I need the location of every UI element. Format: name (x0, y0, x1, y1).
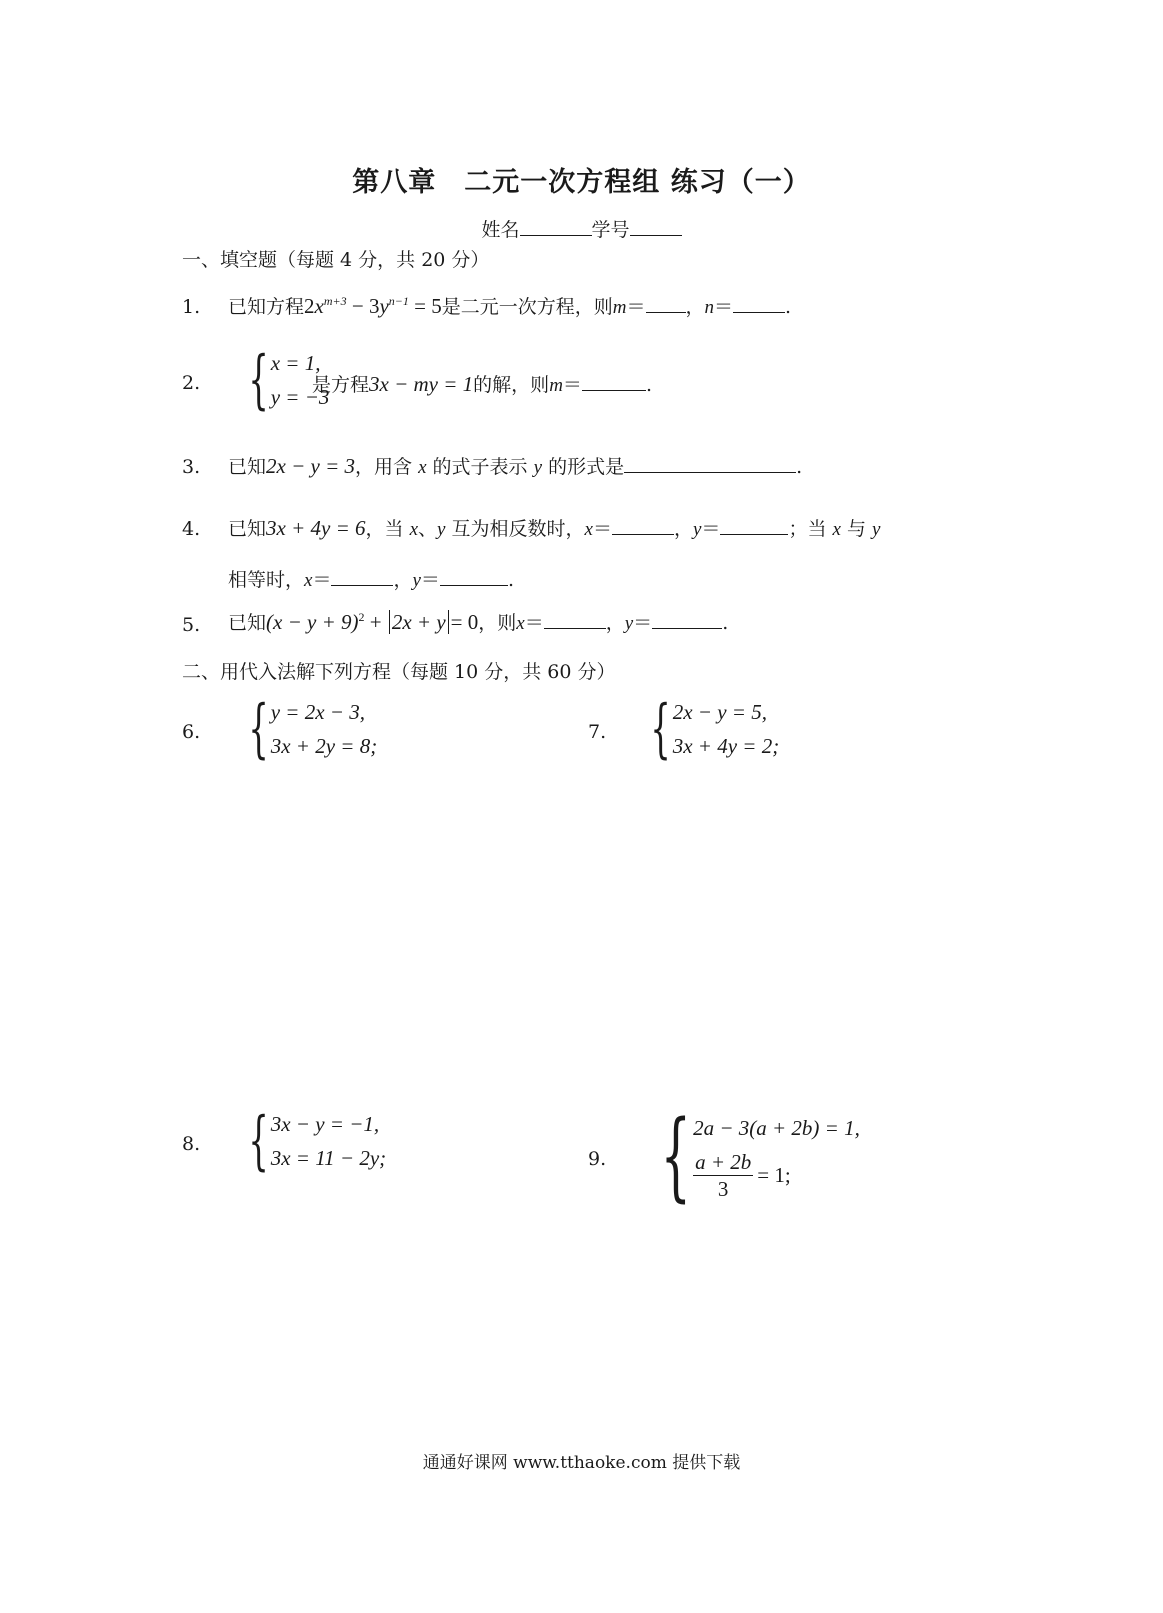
q5-equation (266, 610, 478, 634)
q4-var-x3: x (832, 519, 841, 540)
q1-var-m: m (612, 297, 627, 318)
q1-number: 1. (182, 296, 201, 318)
q1-post: 是二元一次方程，则 (441, 296, 613, 318)
q4-rel: 互为相反数时， (451, 518, 585, 540)
q4-eq3: ＝ (312, 569, 332, 591)
footer-source: 通通好课网 www.tthaoke.com 提供下载 (422, 1453, 741, 1473)
q4-dun: 、 (418, 518, 438, 540)
q9-frac-top: a + 2b (695, 1149, 752, 1174)
q3-post: ，用含 (355, 456, 413, 478)
q5-eq2: ＝ (633, 612, 653, 634)
q4-mid: ，当 (365, 518, 404, 540)
q6-eq1: y = 2x − 3, (270, 700, 365, 724)
q4-eq2: ＝ (701, 518, 721, 540)
q3-var-y: y (533, 457, 543, 478)
question-2 (312, 370, 652, 397)
q4-pre: 已知 (228, 518, 267, 540)
q5-end: . (722, 612, 729, 634)
q2-eq: ＝ (562, 374, 582, 396)
q5-pre: 已知 (228, 612, 267, 634)
q7-system (630, 692, 780, 766)
q2-var-m: m (549, 375, 563, 396)
q1-var-n: n (704, 297, 715, 318)
q3-blank[interactable] (624, 454, 796, 473)
q5-abs-right (448, 610, 449, 634)
q6-brace: { (248, 692, 269, 766)
q3-number: 3. (182, 456, 201, 478)
question-5 (228, 608, 728, 635)
question-3 (228, 452, 802, 479)
q2-expr: 3x − my = 1 (369, 372, 474, 396)
q2-brace: { (248, 343, 269, 417)
q3-end-text: 的形式是 (548, 456, 625, 478)
q4-var-y3: y (872, 519, 881, 540)
q2-end: . (645, 374, 652, 396)
q5-term-a: (x − y + 9) (266, 610, 359, 634)
q5-term-b: 2x + y (391, 610, 446, 634)
question-4-line-2 (228, 565, 514, 592)
q5-blank-x[interactable] (544, 610, 606, 629)
q3-var-x: x (418, 457, 427, 478)
q4-var-x2: x (584, 519, 593, 540)
q4-end: . (507, 569, 514, 591)
q9-frac-rest: = 1; (757, 1163, 791, 1187)
q5-sep: ， (605, 612, 625, 634)
q8-eq2: 3x = 11 − 2y; (270, 1146, 387, 1170)
q4-var-y: y (437, 519, 446, 540)
q5-square: 2 (358, 610, 365, 624)
q7-eq2: 3x + 4y = 2; (672, 734, 780, 758)
q1-end: . (785, 296, 792, 318)
q8-eq1: 3x − y = −1, (270, 1112, 380, 1136)
q2-post: 的解，则 (473, 374, 550, 396)
id-label: 学号 (591, 219, 630, 241)
q4-number: 4. (182, 518, 201, 540)
q4-eq4: ＝ (420, 569, 440, 591)
q4-blank-x1[interactable] (612, 516, 674, 535)
q4-semi: ；当 (788, 518, 827, 540)
q1-blank-n[interactable] (733, 294, 785, 313)
q2-number: 2. (182, 372, 201, 394)
q9-system (630, 1100, 860, 1212)
q9-brace: { (660, 1100, 692, 1212)
q7-eq1: 2x − y = 5, (672, 700, 767, 724)
q1-pre: 已知方程 (228, 296, 305, 318)
q7-number: 7. (588, 721, 607, 743)
q6-number: 6. (182, 721, 201, 743)
question-1 (228, 292, 791, 319)
q4-line2: 相等时， (228, 569, 305, 591)
question-4-line-1 (228, 514, 880, 541)
q5-var-y: y (624, 613, 634, 634)
q4-blank-x2[interactable] (331, 567, 393, 586)
q4-expr: 3x + 4y = 6 (266, 516, 366, 540)
q6-eq2: 3x + 2y = 8; (270, 734, 378, 758)
q5-post: ，则 (478, 612, 517, 634)
q9-fraction (693, 1149, 753, 1202)
q5-zero: = 0 (450, 610, 479, 634)
q7-brace: { (650, 692, 671, 766)
q4-blank-y2[interactable] (440, 567, 508, 586)
q9-eq2 (693, 1149, 860, 1202)
q9-eq1: 2a − 3(a + 2b) = 1, (693, 1115, 860, 1140)
q1-blank-m[interactable] (646, 294, 686, 313)
name-blank[interactable] (520, 217, 592, 236)
q4-sep2: ， (393, 569, 413, 591)
q5-eq: ＝ (524, 612, 544, 634)
q5-blank-y[interactable] (652, 610, 722, 629)
q9-frac-bottom: 3 (717, 1176, 729, 1201)
q4-yu: 与 (846, 518, 866, 540)
page-title: 第八章 二元一次方程组 练习（一） (352, 167, 811, 198)
q1-sep: ， (685, 296, 705, 318)
q6-system (228, 692, 378, 766)
name-label: 姓名 (481, 219, 520, 241)
q1-equation: $2x^{m+3} - 3y^{n-1} = 5$ (304, 294, 442, 318)
q4-sep: ， (673, 518, 693, 540)
q8-number: 8. (182, 1133, 201, 1155)
q3-mid: 的式子表示 (432, 456, 528, 478)
q4-var-x4: x (304, 570, 313, 591)
q3-pre: 已知 (228, 456, 267, 478)
q2-eq2: y = −3 (270, 385, 330, 409)
q4-eq: ＝ (592, 518, 612, 540)
id-blank[interactable] (630, 217, 682, 236)
q8-brace: { (248, 1104, 269, 1178)
q5-plus: + (369, 610, 382, 634)
q5-abs-left (389, 610, 390, 634)
q4-var-x: x (409, 519, 418, 540)
section-1-heading: 一、填空题（每题 4 分，共 20 分） (182, 249, 490, 271)
q3-expr: 2x − y = 3 (266, 454, 355, 478)
q8-system (228, 1104, 387, 1178)
q2-blank[interactable] (582, 372, 646, 391)
q2-eq1: x = 1, (270, 351, 321, 375)
q5-var-x: x (516, 613, 525, 634)
q4-var-y2: y (692, 519, 702, 540)
q5-number: 5. (182, 614, 201, 636)
q9-number: 9. (588, 1148, 607, 1170)
q4-blank-y1[interactable] (720, 516, 788, 535)
student-info (0, 215, 1163, 242)
q4-var-y4: y (412, 570, 421, 591)
section-2-heading: 二、用代入法解下列方程（每题 10 分，共 60 分） (182, 661, 616, 683)
q3-end: . (796, 456, 803, 478)
q1-eq2: ＝ (714, 296, 734, 318)
q2-text: 是方程 (312, 374, 370, 396)
q1-eq: ＝ (626, 296, 646, 318)
